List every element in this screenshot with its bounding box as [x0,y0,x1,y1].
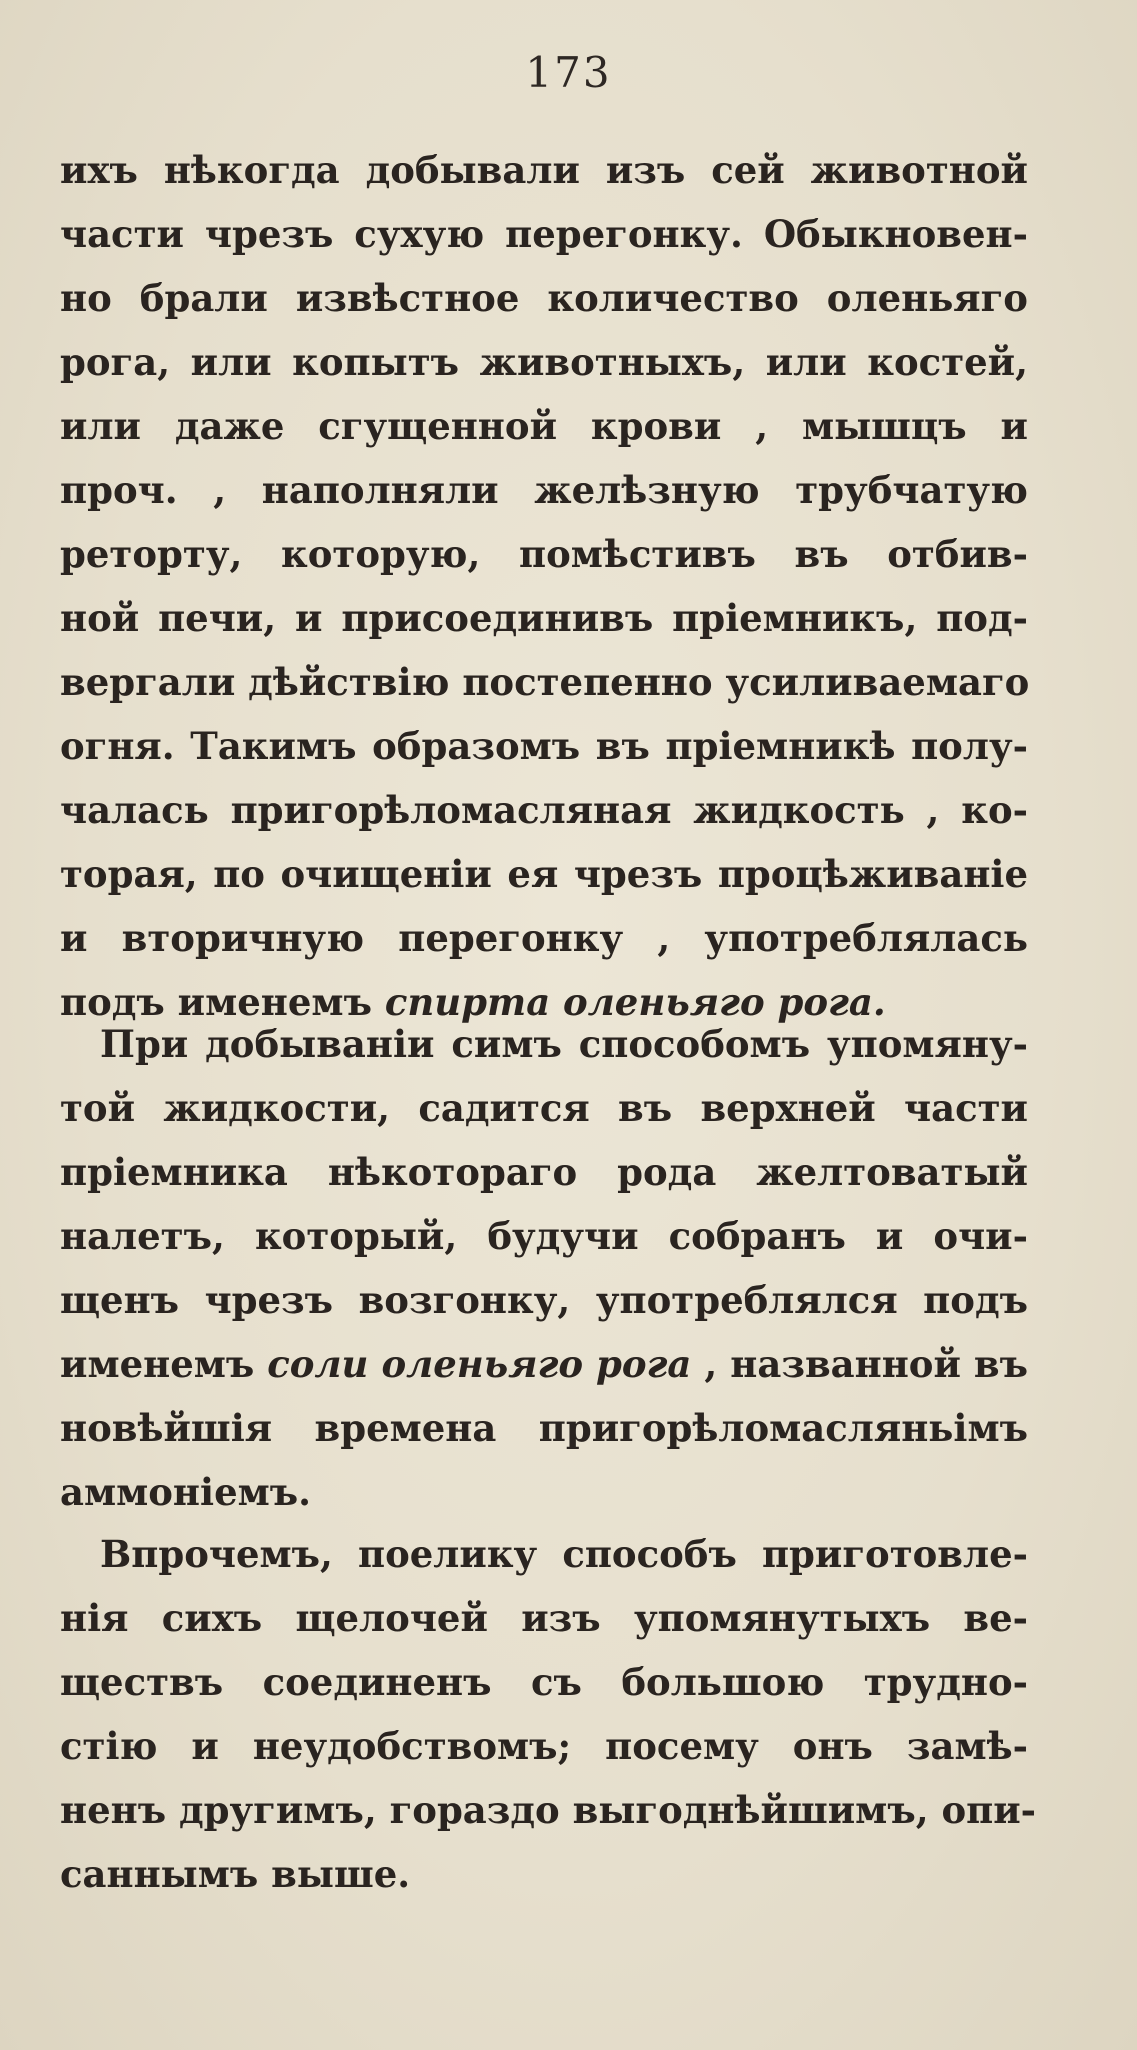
text-fragment: именемъ [60,1342,268,1386]
text-line: ихъ нѣкогда добывали изъ сей животной [60,148,1028,192]
text-line: стію и неудобствомъ; посему онъ замѣ- [60,1724,1028,1768]
text-line [60,1332,1028,1396]
italic-term: соли оленьяго рога [267,1342,692,1386]
text-line: или даже сгущенной крови , мышцъ и [60,404,1028,448]
text-line: но брали извѣстное количество оленьяго [60,276,1028,320]
text-line: новѣйшія времена пригорѣломасляньімъ [60,1406,1028,1450]
text-line: вергали дѣйствію постепенно усиливаемаго [60,660,1030,704]
text-line: ной печи, и присоединивъ пріемникъ, под- [60,596,1028,640]
text-line: рога, или копытъ животныхъ, или костей, [60,340,1028,384]
text-line: пріемника нѣкотораго рода желтоватый [60,1150,1028,1194]
page-number: 173 [525,48,612,97]
text-fragment: , названной въ [691,1342,1028,1386]
text-line: торая, по очищеніи ея чрезъ процѣживаніе [60,852,1028,896]
paragraph-1 [60,138,1028,1034]
text-line: той жидкости, садится въ верхней части [60,1086,1028,1130]
italic-term: спирта оленьяго рога. [384,980,886,1024]
text-line: Впрочемъ, поелику способъ приготовле- [100,1532,1028,1576]
text-line: ществъ соединенъ съ большою трудно- [60,1660,1028,1704]
text-line: ненъ другимъ, гораздо выгоднѣйшимъ, опи- [60,1788,1037,1832]
text-line: и вторичную перегонку , употреблялась [60,916,1028,960]
text-line: нія сихъ щелочей изъ упомянутыхъ ве- [60,1596,1028,1640]
text-line: реторту, которую, помѣстивъ въ отбив- [60,532,1028,576]
text-line: саннымъ выше. [60,1852,411,1896]
text-line: аммоніемъ. [60,1470,312,1514]
text-line: При добываніи симъ способомъ упомяну- [100,1022,1028,1066]
text-line: проч. , наполняли желѣзную трубчатую [60,468,1028,512]
paragraph-3 [60,1522,1037,1906]
text-line: огня. Такимъ образомъ въ пріемникѣ полу- [60,724,1028,768]
paragraph-2 [60,1012,1028,1524]
text-line: чалась пригорѣломасляная жидкость , ко- [60,788,1028,832]
text-line: части чрезъ сухую перегонку. Обыкновен- [60,212,1028,256]
text-line: налетъ, который, будучи собранъ и очи- [60,1214,1028,1258]
text-fragment: подъ именемъ [60,980,385,1024]
text-line: щенъ чрезъ возгонку, употреблялся подъ [60,1278,1028,1322]
